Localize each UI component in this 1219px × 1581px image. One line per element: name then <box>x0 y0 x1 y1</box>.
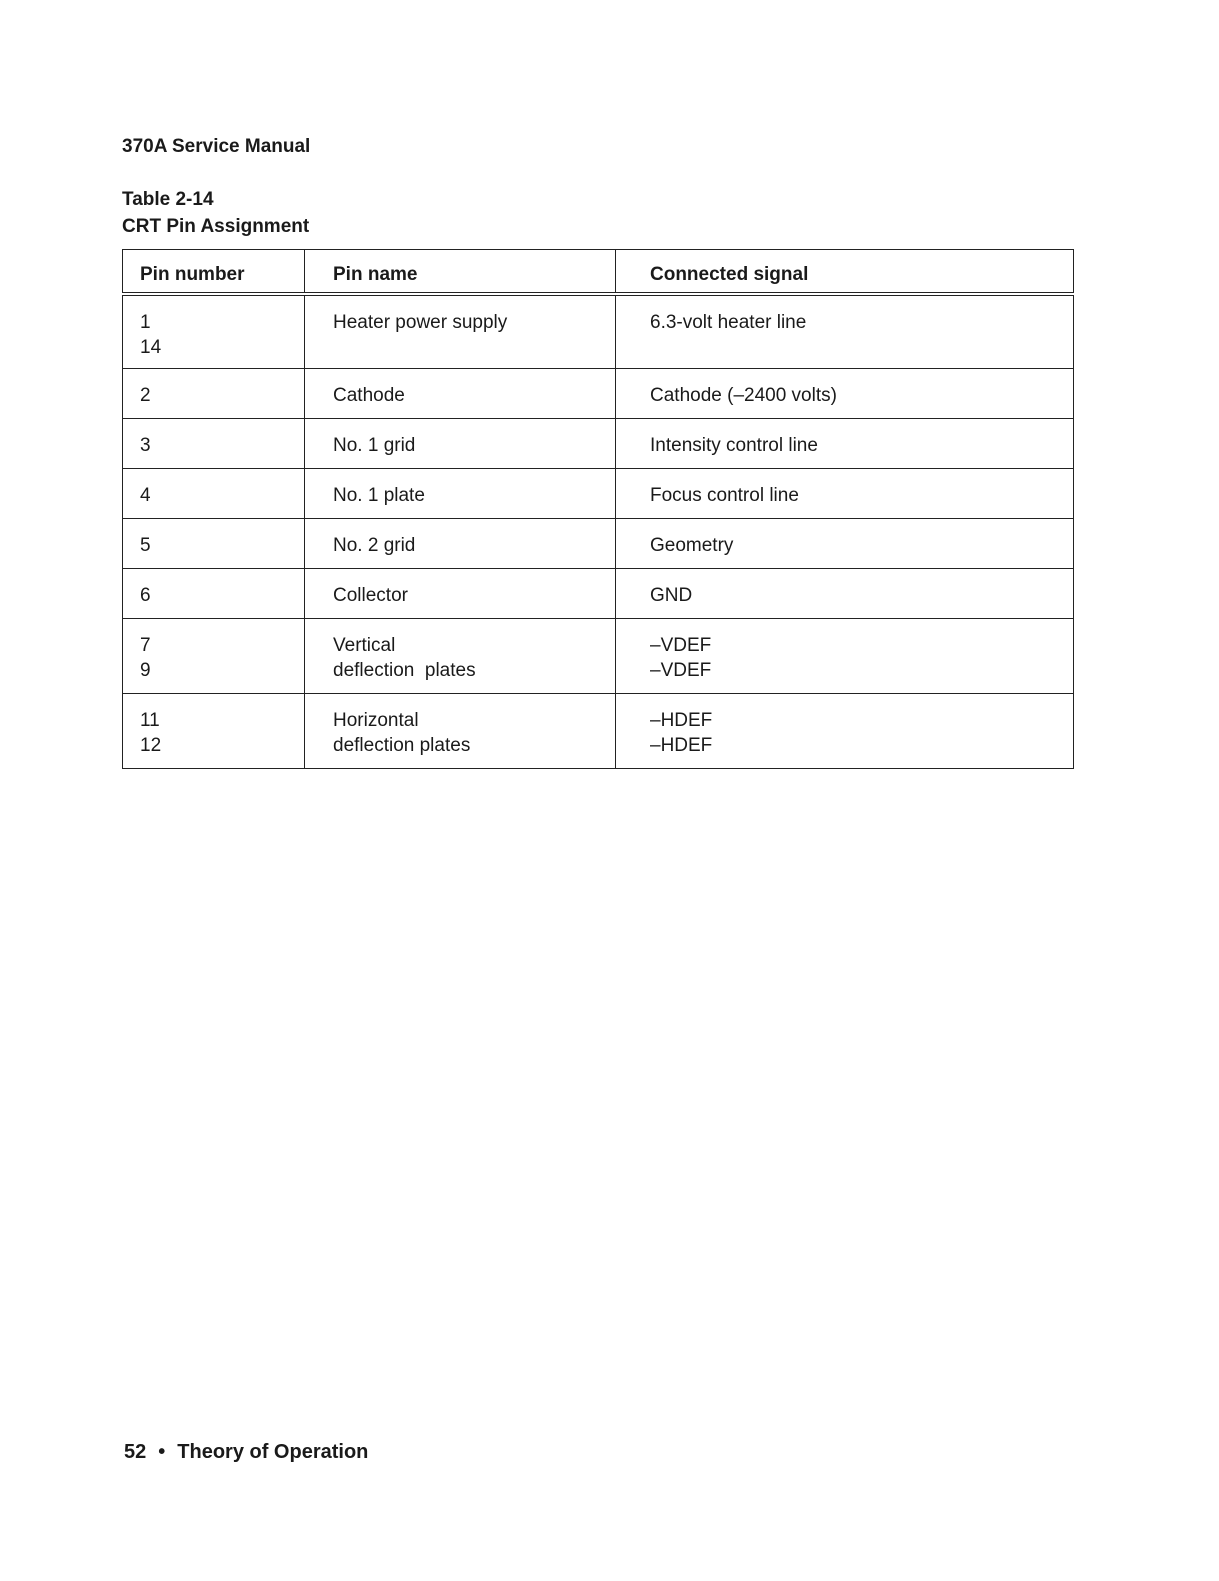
pin-name: deflection plates <box>333 735 471 756</box>
pin-name-cell <box>305 294 616 369</box>
pin-number-cell <box>123 469 305 519</box>
connected-signal-cell <box>616 469 1074 519</box>
table-title: CRT Pin Assignment <box>122 216 310 237</box>
table-row <box>123 469 1074 519</box>
connected-signal-cell <box>616 419 1074 469</box>
pin-name: No. 2 grid <box>333 535 416 556</box>
table-row <box>123 369 1074 419</box>
table-row <box>123 569 1074 619</box>
connected-signal: –VDEF <box>650 635 712 656</box>
pin-name-cell <box>305 369 616 419</box>
connected-signal: –HDEF <box>650 710 713 731</box>
connected-signal-cell <box>616 369 1074 419</box>
pin-number-cell <box>123 419 305 469</box>
table-row <box>123 294 1074 369</box>
column-header-pin-name: Pin name <box>305 250 616 294</box>
connected-signal: Cathode (–2400 volts) <box>650 385 837 406</box>
pin-number: 3 <box>140 435 151 456</box>
pin-number-cell <box>123 569 305 619</box>
table-header-row <box>123 250 1074 294</box>
connected-signal: Intensity control line <box>650 435 818 456</box>
pin-name: No. 1 plate <box>333 485 425 506</box>
connected-signal-cell <box>616 294 1074 369</box>
table-caption <box>122 186 309 240</box>
pin-number: 5 <box>140 535 151 556</box>
connected-signal-cell <box>616 569 1074 619</box>
table-number: Table 2-14 <box>122 189 214 210</box>
connected-signal: Geometry <box>650 535 734 556</box>
pin-number-cell <box>123 369 305 419</box>
connected-signal: –HDEF <box>650 735 713 756</box>
pin-name: deflection plates <box>333 660 476 681</box>
pin-name: Cathode <box>333 385 405 406</box>
section-title: Theory of Operation <box>177 1441 369 1463</box>
pin-name-cell <box>305 419 616 469</box>
connected-signal: GND <box>650 585 693 606</box>
pin-number: 2 <box>140 385 151 406</box>
connected-signal: 6.3-volt heater line <box>650 311 807 333</box>
pin-number: 4 <box>140 485 151 506</box>
pin-number: 7 <box>140 635 151 656</box>
pin-name: Heater power supply <box>333 311 508 333</box>
pin-number-cell <box>123 619 305 694</box>
connected-signal-cell <box>616 519 1074 569</box>
column-header-pin-number: Pin number <box>123 250 305 294</box>
running-head: 370A Service Manual <box>122 136 311 157</box>
pin-name-cell <box>305 519 616 569</box>
table-row <box>123 519 1074 569</box>
pin-name-cell <box>305 469 616 519</box>
page-number: 52 <box>124 1441 147 1463</box>
pin-name: No. 1 grid <box>333 435 416 456</box>
column-header-connected-signal: Connected signal <box>616 250 1074 294</box>
pin-number: 1 <box>140 311 151 333</box>
pin-number: 9 <box>140 660 151 681</box>
pin-name: Vertical <box>333 635 396 656</box>
pin-name: Collector <box>333 585 408 606</box>
crt-pin-table <box>122 249 1074 769</box>
pin-number-cell <box>123 519 305 569</box>
pin-name: Horizontal <box>333 710 419 731</box>
pin-number-cell <box>123 694 305 769</box>
pin-name-cell <box>305 619 616 694</box>
pin-number: 12 <box>140 735 162 756</box>
pin-number: 6 <box>140 585 151 606</box>
table-row <box>123 619 1074 694</box>
pin-number: 14 <box>140 336 162 358</box>
connected-signal: –VDEF <box>650 660 712 681</box>
connected-signal-cell <box>616 619 1074 694</box>
table-row <box>123 694 1074 769</box>
pin-number-cell <box>123 294 305 369</box>
table-row <box>123 419 1074 469</box>
connected-signal: Focus control line <box>650 485 799 506</box>
connected-signal-cell <box>616 694 1074 769</box>
pin-number: 11 <box>140 710 160 731</box>
pin-name-cell <box>305 569 616 619</box>
page-footer <box>124 1441 368 1464</box>
footer-separator: • <box>158 1441 166 1463</box>
pin-name-cell <box>305 694 616 769</box>
